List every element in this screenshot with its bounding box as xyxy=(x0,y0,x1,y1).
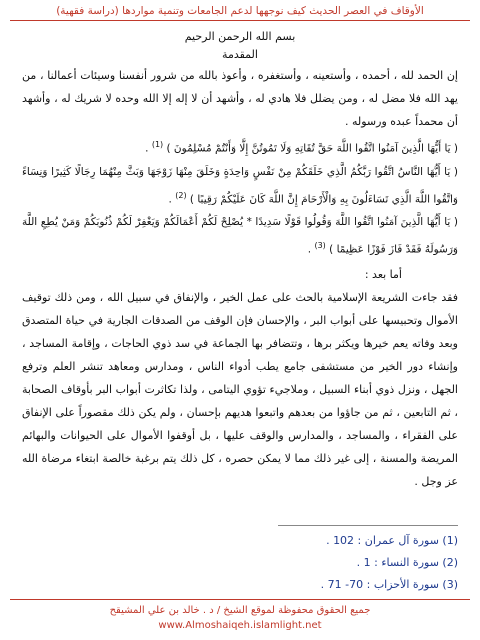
verse-3 xyxy=(22,211,458,262)
header-rule xyxy=(10,20,470,21)
footnote-ref: (3) xyxy=(314,241,326,250)
running-header xyxy=(10,4,470,18)
intro-paragraph: إن الحمد لله ، أحمده ، وأستعينه ، وأستغفره ، وأعوذ بالله من شرور أنفسنا وسيئات أعمالنا ، من يهد الله فلا مضل له ، ومن يضلل فلا هادي له ، وأشهد أن لا إله إلا الله وحده لا شريك له ، وأشهد أن محمداً عبده ورسوله . xyxy=(22,69,458,128)
footnote-rule xyxy=(278,525,458,526)
footnotes xyxy=(22,530,458,596)
footer-rule xyxy=(10,599,470,600)
verse-end: . xyxy=(307,243,312,256)
footer-rights: جميع الحقوق محفوظة لموقع الشيخ / د . خالد بن علي المشيقح xyxy=(109,605,371,616)
footnote-2: (2) سورة النساء : 1 . xyxy=(356,556,458,569)
verse-text: ( يَا أَيُّهَا الَّذِينَ آمَنُوا اتَّقُوا اللَّهَ حَقَّ تُقَاتِهِ وَلَا تَمُوتُنَّ إِلَّا وَأَنْتُمْ مُسْلِمُونَ ) xyxy=(166,142,458,155)
basmala: بسم الله الرحمن الرحيم xyxy=(184,30,296,43)
footnote-ref: (1) xyxy=(151,140,164,149)
footnote-1: (1) سورة آل عمران : 102 . xyxy=(326,534,458,547)
document-body xyxy=(22,28,458,493)
verse-text: ( يَا أَيُّهَا الَّذِينَ آمَنُوا اتَّقُوا اللَّهَ وَقُولُوا قَوْلًا سَدِيدًا * يُصْلِحْ لَكُمْ أَعْمَالَكُمْ وَيَغْفِرْ لَكُمْ ذُنُوبَكُمْ وَمَنْ يُطِعِ اللَّهَ وَرَسُولَهُ فَقَدْ فَازَ فَوْزًا عَظِيمًا ) xyxy=(22,216,458,256)
footnote-3: (3) سورة الأحزاب : 70- 71 . xyxy=(320,578,458,591)
page-footer xyxy=(10,603,470,633)
header-title: الأوقاف في العصر الحديث كيف نوجهها لدعم الجامعات وتنمية مواردها (دراسة فقهية) xyxy=(56,5,424,17)
verse-1 xyxy=(22,133,458,161)
section-heading: المقدمة xyxy=(222,48,258,61)
verse-2 xyxy=(22,161,458,212)
footnote-ref: (2) xyxy=(175,190,187,200)
main-paragraph: فقد جاءت الشريعة الإسلامية بالحث على عمل الخير ، والإنفاق في سبيل الله ، ومن ذلك توقيف الأموال وتحبيسها على أبواب البر ، والإحسان فإن الوقف من الصدقات الجارية في حياة المتصدق وبعد وفاته يعم خيرها ويكثر برها ، وتتضافر بها الجماعة في سد ذوي الحاجات ، وإقامة المساجد ، وإنشاء دور الخير من مستشفى جامع يطب أدواء الناس ، ومدارس ومعاهد تنشر العلم وترفع الجهل ، ونزل ذوي أبناء السبيل ، وملاجيء تؤوي اليتامى ، ولذا تكاثرت أبواب البر بأوقاف الصحابة ، ثم التابعين ، ثم من جاؤوا من بعدهم واتبعوا هديهم بإحسان ، ولم يكن ذلك مقصوراً على الإنفاق على الفقراء ، والمساجد ، والمدارس والوقف عليها ، بل أوقفوا الأموال على الحيوانات والبهائم المريضة والمسنة ، إلى غير ذلك مما لا يمكن حصره ، كل ذلك يتم برغبة خالصة ابتغاء مرضاة الله عز وجل . xyxy=(22,290,458,488)
verse-text: ( يَا أَيُّهَا النَّاسُ اتَّقُوا رَبَّكُمُ الَّذِي خَلَقَكُمْ مِنْ نَفْسٍ وَاحِدَةٍ وَخَلَقَ مِنْهَا زَوْجَهَا وَبَثَّ مِنْهُمَا رِجَالًا كَثِيرًا وَنِسَاءً وَاتَّقُوا اللَّهَ الَّذِي تَسَاءَلُونَ بِهِ وَالْأَرْحَامَ إِنَّ اللَّهَ كَانَ عَلَيْكُمْ رَقِيبًا ) xyxy=(22,165,458,205)
footer-url[interactable]: www.Almoshaiqeh.islamlight.net xyxy=(158,620,322,631)
ama-bad: أما بعد : xyxy=(364,267,402,281)
verse-end: . xyxy=(145,142,149,155)
verse-end: . xyxy=(168,193,172,205)
